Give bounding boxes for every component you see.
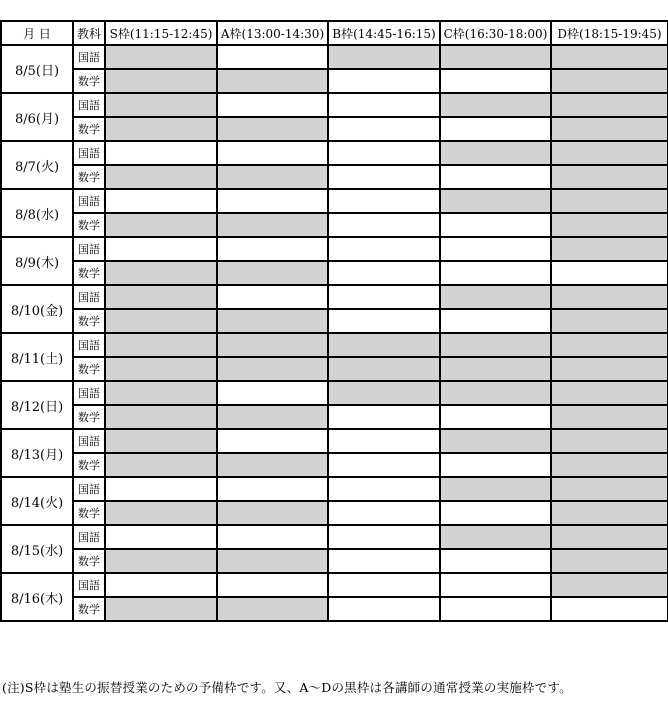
slot-cell-d-unavailable (551, 549, 668, 573)
slot-cell-c-open (440, 597, 551, 621)
slot-cell-c-unavailable (440, 141, 551, 165)
slot-cell-b-open (328, 549, 440, 573)
slot-cell-b-open (328, 501, 440, 525)
slot-cell-a-open (217, 429, 328, 453)
slot-cell-b-open (328, 93, 440, 117)
slot-cell-b-open (328, 477, 440, 501)
slot-cell-d-open (551, 261, 668, 285)
slot-cell-c-unavailable (440, 381, 551, 405)
slot-cell-b-open (328, 573, 440, 597)
table-row (1, 261, 668, 285)
table-row (1, 189, 668, 213)
slot-cell-c-open (440, 573, 551, 597)
table-row (1, 333, 668, 357)
slot-cell-b-unavailable (328, 333, 440, 357)
subject-cell: 国語 (73, 189, 105, 213)
table-row (1, 93, 668, 117)
subject-cell: 数学 (73, 165, 105, 189)
table-row (1, 477, 668, 501)
slot-cell-d-unavailable (551, 429, 668, 453)
slot-cell-c-open (440, 213, 551, 237)
slot-cell-b-open (328, 117, 440, 141)
slot-cell-c-open (440, 309, 551, 333)
slot-header-b: B枠(14:45-16:15) (328, 21, 440, 45)
footnote: (注)S枠は塾生の振替授業のための予備枠です。又、A～Dの黒枠は各講師の通常授業の実施枠です。 (2, 680, 572, 695)
slot-cell-b-open (328, 525, 440, 549)
table-row (1, 141, 668, 165)
slot-cell-b-open (328, 237, 440, 261)
slot-cell-b-open (328, 213, 440, 237)
slot-cell-d-unavailable (551, 285, 668, 309)
subject-cell: 国語 (73, 45, 105, 69)
slot-cell-c-open (440, 549, 551, 573)
slot-cell-c-open (440, 453, 551, 477)
slot-cell-b-open (328, 69, 440, 93)
slot-cell-d-unavailable (551, 141, 668, 165)
slot-cell-b-open (328, 453, 440, 477)
subject-cell: 国語 (73, 237, 105, 261)
slot-cell-s-unavailable (105, 357, 217, 381)
table-row (1, 45, 668, 69)
slot-cell-a-open (217, 141, 328, 165)
schedule-body (1, 45, 668, 621)
slot-cell-c-open (440, 405, 551, 429)
slot-cell-s-unavailable (105, 117, 217, 141)
slot-cell-d-unavailable (551, 165, 668, 189)
subject-cell: 国語 (73, 93, 105, 117)
slot-cell-b-open (328, 285, 440, 309)
slot-cell-d-unavailable (551, 189, 668, 213)
slot-cell-a-open (217, 237, 328, 261)
slot-cell-s-unavailable (105, 429, 217, 453)
slot-cell-s-open (105, 189, 217, 213)
subject-cell: 国語 (73, 573, 105, 597)
slot-cell-a-unavailable (217, 453, 328, 477)
subject-cell: 数学 (73, 453, 105, 477)
slot-cell-s-unavailable (105, 453, 217, 477)
date-cell: 8/9(木) (1, 237, 73, 285)
subject-cell: 国語 (73, 381, 105, 405)
slot-cell-a-unavailable (217, 333, 328, 357)
slot-cell-a-unavailable (217, 501, 328, 525)
slot-cell-s-unavailable (105, 69, 217, 93)
slot-cell-s-unavailable (105, 333, 217, 357)
slot-cell-s-open (105, 573, 217, 597)
slot-cell-d-unavailable (551, 93, 668, 117)
subject-cell: 数学 (73, 357, 105, 381)
table-row (1, 357, 668, 381)
slot-cell-a-open (217, 477, 328, 501)
slot-cell-s-unavailable (105, 93, 217, 117)
slot-cell-s-unavailable (105, 285, 217, 309)
slot-cell-c-open (440, 165, 551, 189)
slot-cell-c-open (440, 117, 551, 141)
schedule-table (0, 20, 668, 622)
table-row (1, 597, 668, 621)
slot-header-d: D枠(18:15-19:45) (551, 21, 668, 45)
slot-cell-c-open (440, 69, 551, 93)
slot-cell-a-unavailable (217, 117, 328, 141)
subject-cell: 数学 (73, 213, 105, 237)
table-row (1, 165, 668, 189)
date-cell: 8/15(水) (1, 525, 73, 573)
slot-cell-s-open (105, 141, 217, 165)
subject-cell: 数学 (73, 405, 105, 429)
slot-cell-s-unavailable (105, 309, 217, 333)
slot-cell-c-unavailable (440, 429, 551, 453)
slot-cell-d-unavailable (551, 573, 668, 597)
slot-header-a: A枠(13:00-14:30) (217, 21, 328, 45)
slot-header-c: C枠(16:30-18:00) (440, 21, 551, 45)
slot-cell-a-open (217, 285, 328, 309)
slot-cell-d-unavailable (551, 477, 668, 501)
slot-cell-a-open (217, 93, 328, 117)
slot-cell-s-unavailable (105, 501, 217, 525)
slot-cell-c-open (440, 237, 551, 261)
subject-cell: 国語 (73, 429, 105, 453)
date-cell: 8/13(月) (1, 429, 73, 477)
table-row (1, 117, 668, 141)
slot-cell-b-open (328, 141, 440, 165)
slot-cell-a-unavailable (217, 357, 328, 381)
subject-cell: 数学 (73, 309, 105, 333)
date-cell: 8/12(日) (1, 381, 73, 429)
slot-cell-c-open (440, 261, 551, 285)
table-row (1, 69, 668, 93)
slot-cell-b-open (328, 165, 440, 189)
slot-cell-s-unavailable (105, 597, 217, 621)
slot-cell-s-unavailable (105, 261, 217, 285)
slot-cell-d-unavailable (551, 69, 668, 93)
slot-cell-s-open (105, 237, 217, 261)
slot-cell-d-unavailable (551, 501, 668, 525)
slot-cell-d-unavailable (551, 525, 668, 549)
slot-cell-a-open (217, 189, 328, 213)
table-row (1, 429, 668, 453)
table-row (1, 285, 668, 309)
subject-column-header: 教科 (73, 21, 105, 45)
table-row (1, 549, 668, 573)
slot-cell-s-unavailable (105, 213, 217, 237)
slot-cell-d-unavailable (551, 117, 668, 141)
subject-cell: 数学 (73, 549, 105, 573)
date-cell: 8/5(日) (1, 45, 73, 93)
subject-cell: 数学 (73, 69, 105, 93)
slot-cell-c-unavailable (440, 357, 551, 381)
slot-cell-b-open (328, 309, 440, 333)
slot-cell-a-open (217, 573, 328, 597)
table-row (1, 309, 668, 333)
slot-cell-s-unavailable (105, 405, 217, 429)
slot-cell-a-open (217, 45, 328, 69)
slot-cell-d-unavailable (551, 213, 668, 237)
slot-cell-s-open (105, 477, 217, 501)
slot-cell-d-unavailable (551, 453, 668, 477)
subject-cell: 数学 (73, 117, 105, 141)
slot-cell-b-open (328, 189, 440, 213)
slot-cell-d-open (551, 597, 668, 621)
slot-cell-a-unavailable (217, 165, 328, 189)
date-cell: 8/7(火) (1, 141, 73, 189)
date-cell: 8/8(水) (1, 189, 73, 237)
slot-cell-d-unavailable (551, 381, 668, 405)
table-row (1, 501, 668, 525)
table-row (1, 453, 668, 477)
date-cell: 8/14(火) (1, 477, 73, 525)
slot-cell-s-unavailable (105, 549, 217, 573)
slot-cell-c-open (440, 501, 551, 525)
subject-cell: 数学 (73, 261, 105, 285)
slot-cell-s-unavailable (105, 381, 217, 405)
date-column-header: 月 日 (1, 21, 73, 45)
slot-cell-a-unavailable (217, 213, 328, 237)
slot-cell-c-unavailable (440, 93, 551, 117)
subject-cell: 国語 (73, 525, 105, 549)
subject-cell: 数学 (73, 597, 105, 621)
table-row (1, 525, 668, 549)
slot-cell-a-unavailable (217, 261, 328, 285)
table-row (1, 573, 668, 597)
slot-cell-c-unavailable (440, 333, 551, 357)
slot-cell-a-open (217, 381, 328, 405)
slot-cell-s-unavailable (105, 45, 217, 69)
date-cell: 8/16(木) (1, 573, 73, 621)
subject-cell: 国語 (73, 333, 105, 357)
slot-cell-a-unavailable (217, 597, 328, 621)
slot-cell-c-unavailable (440, 477, 551, 501)
slot-cell-b-open (328, 597, 440, 621)
slot-cell-c-unavailable (440, 45, 551, 69)
slot-cell-a-open (217, 525, 328, 549)
slot-cell-b-open (328, 261, 440, 285)
slot-cell-d-unavailable (551, 309, 668, 333)
slot-cell-b-unavailable (328, 357, 440, 381)
date-cell: 8/11(土) (1, 333, 73, 381)
table-row (1, 405, 668, 429)
slot-cell-c-unavailable (440, 189, 551, 213)
subject-cell: 国語 (73, 477, 105, 501)
date-cell: 8/10(金) (1, 285, 73, 333)
slot-cell-b-unavailable (328, 381, 440, 405)
table-row (1, 237, 668, 261)
slot-cell-b-open (328, 405, 440, 429)
slot-cell-a-unavailable (217, 69, 328, 93)
slot-cell-a-unavailable (217, 309, 328, 333)
slot-cell-d-unavailable (551, 45, 668, 69)
date-cell: 8/6(月) (1, 93, 73, 141)
table-row (1, 213, 668, 237)
slot-cell-d-unavailable (551, 405, 668, 429)
slot-cell-s-unavailable (105, 165, 217, 189)
slot-header-s: S枠(11:15-12:45) (105, 21, 217, 45)
slot-cell-a-unavailable (217, 405, 328, 429)
slot-cell-c-unavailable (440, 525, 551, 549)
slot-cell-b-unavailable (328, 45, 440, 69)
slot-cell-d-unavailable (551, 357, 668, 381)
subject-cell: 数学 (73, 501, 105, 525)
subject-cell: 国語 (73, 141, 105, 165)
slot-cell-a-unavailable (217, 549, 328, 573)
slot-cell-d-unavailable (551, 237, 668, 261)
slot-cell-s-open (105, 525, 217, 549)
slot-cell-c-unavailable (440, 285, 551, 309)
header-row (1, 21, 668, 45)
slot-cell-d-unavailable (551, 333, 668, 357)
slot-cell-b-open (328, 429, 440, 453)
table-row (1, 381, 668, 405)
subject-cell: 国語 (73, 285, 105, 309)
